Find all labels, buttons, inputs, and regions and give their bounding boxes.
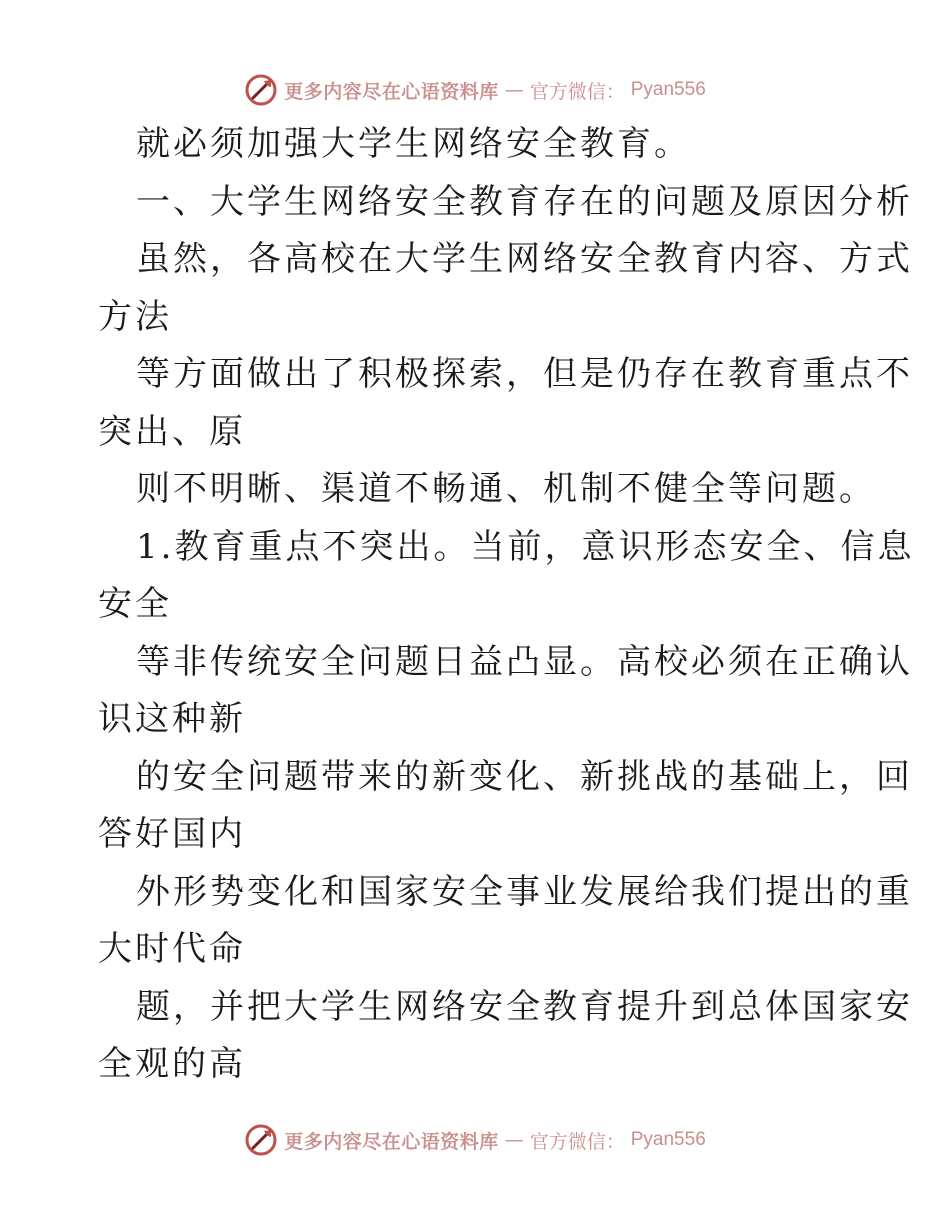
quill-logo-icon (244, 1123, 278, 1157)
paragraph-line: 就必须加强大学生网络安全教育。 (136, 124, 691, 164)
document-body (98, 116, 915, 1094)
paragraph-line: 识这种新 (98, 699, 246, 739)
paragraph-line: 题，并把大学生网络安全教育提升到总体国家安 (136, 986, 913, 1027)
wechat-label: 官方微信： (529, 1130, 625, 1153)
paragraph-line: 大时代命 (98, 929, 246, 969)
paragraph-line: 1.教育重点不突出。当前，意识形态安全、信息 (136, 526, 915, 567)
paragraph-line: 方法 (98, 296, 172, 337)
paragraph-line: 等方面做出了积极探索，但是仍存在教育重点不 (136, 354, 913, 394)
brand-text: 更多内容尽在心语资料库 (284, 80, 499, 103)
paragraph-line: 外形势变化和国家安全事业发展给我们提出的重 (136, 871, 913, 912)
section-heading: 一、大学生网络安全教育存在的问题及原因分析 (136, 181, 913, 222)
brand-text: 更多内容尽在心语资料库 (284, 1130, 499, 1153)
banner-separator: — (504, 79, 524, 101)
paragraph-line: 答好国内 (98, 814, 246, 854)
wechat-id: Pyan556 (630, 1129, 706, 1150)
quill-logo-icon (244, 73, 278, 107)
paragraph-line: 全观的高 (98, 1044, 246, 1084)
wechat-label: 官方微信： (529, 80, 625, 103)
header-banner (0, 70, 950, 110)
paragraph-line: 突出、原 (98, 411, 246, 452)
paragraph-line: 等非传统安全问题日益凸显。高校必须在正确认 (136, 641, 913, 682)
banner-separator: — (504, 1129, 524, 1151)
paragraph-line: 的安全问题带来的新变化、新挑战的基础上，回 (136, 756, 913, 797)
paragraph-line: 安全 (98, 584, 172, 624)
paragraph-line: 虽然，各高校在大学生网络安全教育内容、方式 (136, 239, 913, 279)
wechat-id: Pyan556 (630, 79, 706, 100)
footer-banner (0, 1120, 950, 1160)
paragraph-line: 则不明晰、渠道不畅通、机制不健全等问题。 (136, 469, 876, 509)
